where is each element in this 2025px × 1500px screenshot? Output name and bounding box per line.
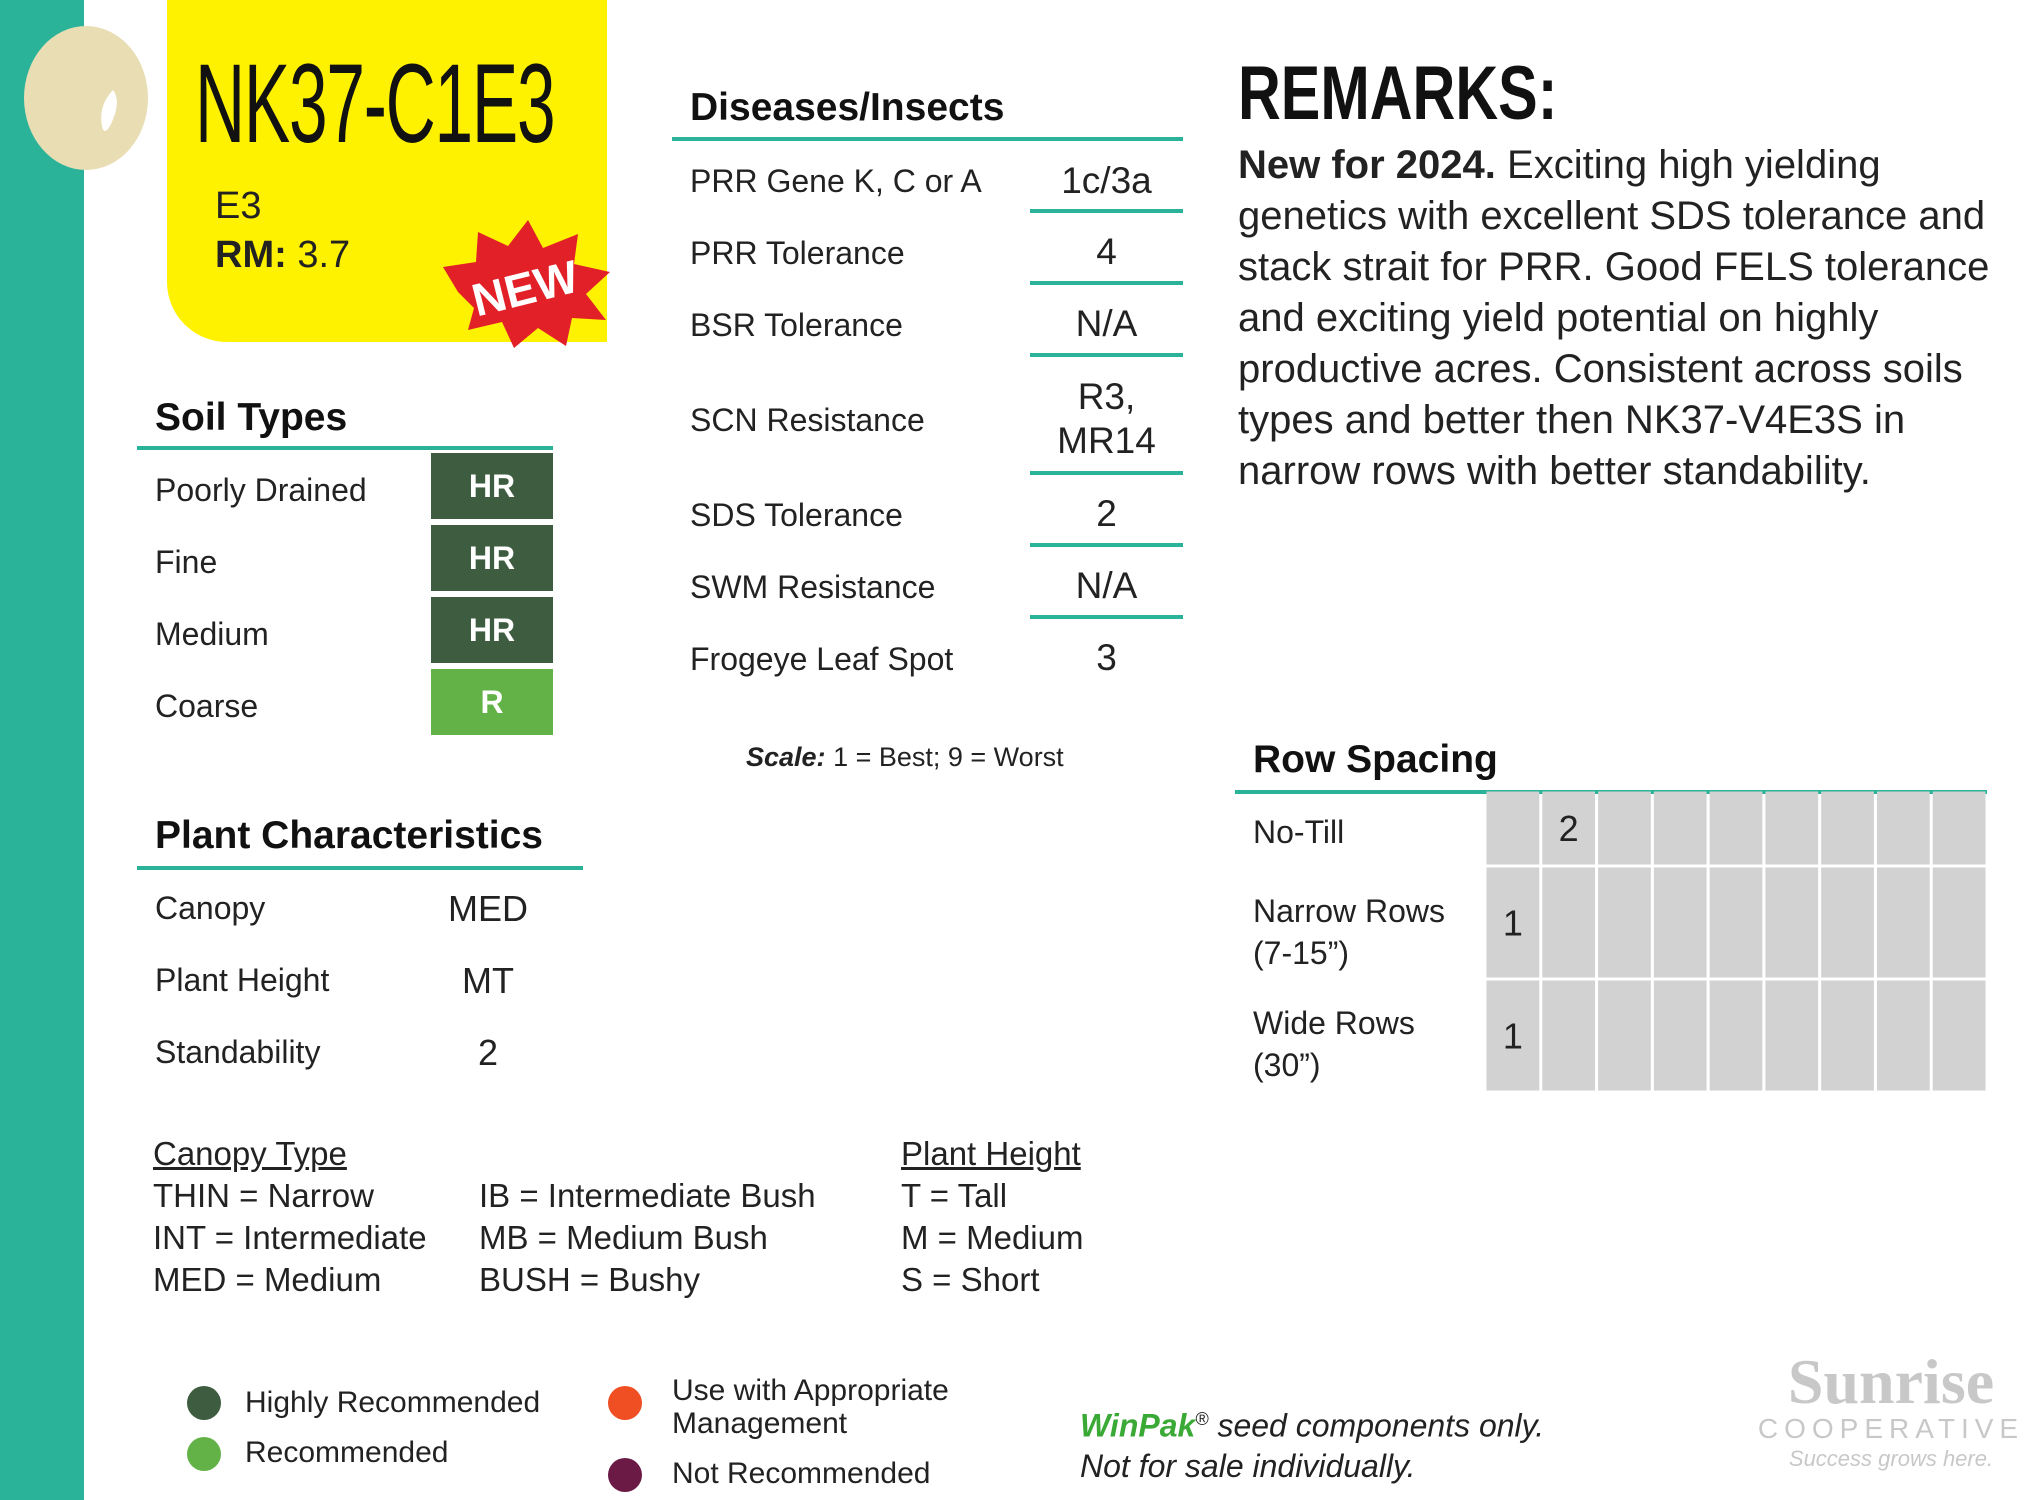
disease-divider [1030,471,1183,475]
canopy-key-item: IB = Intermediate Bush [479,1177,816,1214]
row-spacing-cell [1598,792,1651,865]
disease-divider [1030,209,1183,213]
disease-label-sds: SDS Tolerance [690,497,903,533]
canopy-type-key-col2 [479,1175,816,1301]
disease-value-bsr: N/A [1075,303,1138,344]
disease-divider [1030,615,1183,619]
remarks-text: Exciting high yielding genetics with excellent SDS tolerance and stack strait for PRR. Good FELS tolerance and exciting yield potential on highly productive acres. Consistent across soils types and better then NK37-V4E3S in narrow rows with better standability. [1238,143,1990,493]
row-spacing-label-no-till: No-Till [1253,814,1345,850]
rm-value: 3.7 [297,234,351,276]
plant-value-height: MT [462,960,514,1001]
soil-rating-fine: HR [431,525,553,591]
row-spacing-cell [1598,981,1651,1091]
soil-label-medium: Medium [155,616,269,652]
row-spacing-cell [1933,868,1986,978]
row-spacing-cell [1765,981,1818,1091]
row-spacing-value: 2 [1558,808,1579,849]
row-spacing-cell [1821,792,1874,865]
remarks-title: REMARKS: [1238,51,1558,136]
soil-label-poorly-drained: Poorly Drained [155,472,367,508]
scale-label: Scale: [746,742,826,772]
row-spacing-cell [1877,868,1930,978]
legend-label-use-line2: Management [672,1407,848,1440]
disease-label-bsr: BSR Tolerance [690,307,903,343]
left-accent-bar [0,0,84,1500]
disease-label-frogeye: Frogeye Leaf Spot [690,641,954,677]
canopy-type-title: Canopy Type [153,1135,347,1172]
disease-label-swm: SWM Resistance [690,569,936,605]
disease-divider [1030,353,1183,357]
disease-value-scn-line2: MR14 [1057,420,1156,461]
canopy-key-item: INT = Intermediate [153,1219,427,1256]
soybean-icon [18,22,154,172]
winpak-line2: Not for sale individually. [1080,1447,1416,1484]
legend-label-recommended: Recommended [245,1436,449,1469]
disease-value-prr-gene: 1c/3a [1061,160,1152,201]
logo-name: Sunrise [1787,1346,1995,1417]
plant-height-key-item: T = Tall [901,1177,1008,1214]
plant-height-key-item: S = Short [901,1261,1040,1298]
legend-label-highly-recommended: Highly Recommended [245,1386,541,1419]
remarks-lead: New for 2024. [1238,143,1496,187]
disease-label-prr-gene: PRR Gene K, C or A [690,163,982,199]
soil-rating-poorly-drained: HR [431,453,553,519]
row-spacing-cell [1877,792,1930,865]
row-spacing-cell [1821,981,1874,1091]
row-spacing-label-wide-line1: Wide Rows [1253,1005,1415,1041]
winpak-reg: ® [1195,1409,1209,1429]
row-spacing-cell [1654,981,1707,1091]
plant-label-standability: Standability [155,1034,321,1070]
scale-note [746,742,1064,773]
row-spacing-cell [1933,981,1986,1091]
diseases-title: Diseases/Insects [690,86,1005,129]
legend-label-not-recommended: Not Recommended [672,1457,931,1490]
row-spacing-cell [1821,868,1874,978]
plant-label-height: Plant Height [155,962,330,998]
row-spacing-cell [1487,792,1540,865]
new-badge [438,212,616,350]
winpak-brand: WinPak [1080,1407,1196,1444]
disease-value-sds: 2 [1096,493,1117,534]
winpak-line1: seed components only. [1208,1407,1545,1444]
plant-height-key-title: Plant Height [901,1135,1081,1172]
disease-value-prr-tolerance: 4 [1096,231,1117,272]
legend-dot-not-recommended [608,1458,642,1492]
plant-characteristics-title: Plant Characteristics [155,814,544,857]
soil-rating-coarse: R [431,669,553,735]
plant-value-standability: 2 [477,1032,499,1073]
plant-value-canopy: MED [448,888,528,929]
row-spacing-label-narrow-line2: (7-15”) [1253,935,1350,971]
canopy-type-key [153,1133,427,1301]
row-spacing-cell [1598,868,1651,978]
canopy-key-item: BUSH = Bushy [479,1261,701,1298]
plant-label-canopy: Canopy [155,890,266,926]
legend-dot-highly-recommended [187,1386,221,1420]
row-spacing-value: 1 [1502,902,1523,944]
disease-value-swm: N/A [1075,565,1138,606]
trait-label: E3 [215,185,262,227]
disease-label-prr-tolerance: PRR Tolerance [690,235,905,271]
disease-value-scn-line1: R3, [1077,376,1136,417]
soil-types-rule [137,446,553,450]
row-spacing-cell [1710,981,1763,1091]
row-spacing-label-narrow [1253,890,1445,974]
canopy-key-item: MB = Medium Bush [479,1219,768,1256]
scale-text: 1 = Best; 9 = Worst [833,742,1064,772]
rm-label: RM: [215,234,287,276]
soil-types-title: Soil Types [155,396,348,439]
new-badge-text: NEW [466,249,584,327]
row-spacing-cell [1933,792,1986,865]
disease-value-scn [1030,375,1183,463]
relative-maturity [215,234,350,277]
disease-divider [1030,543,1183,547]
row-spacing-cell [1765,868,1818,978]
row-spacing-label-narrow-line1: Narrow Rows [1253,893,1446,929]
soil-label-fine: Fine [155,544,218,580]
row-spacing-value: 1 [1502,1015,1523,1057]
canopy-key-item: THIN = Narrow [153,1177,374,1214]
legend-label-use-line1: Use with Appropriate [672,1374,949,1407]
row-spacing-cell [1654,868,1707,978]
disease-divider [1030,281,1183,285]
soil-label-coarse: Coarse [155,688,259,724]
diseases-rule [672,137,1183,141]
legend-dot-use-with-management [608,1386,642,1420]
row-spacing-cell [1877,981,1930,1091]
product-name: NK37-C1E3 [195,41,555,166]
row-spacing-title: Row Spacing [1253,738,1498,781]
row-spacing-label-wide [1253,1002,1415,1086]
row-spacing-cell [1765,792,1818,865]
plant-characteristics-rule [137,866,583,870]
row-spacing-label-wide-line2: (30”) [1253,1047,1321,1083]
row-spacing-cell [1710,868,1763,978]
logo-sub: COOPERATIVE [1757,1413,2025,1444]
remarks-body [1238,140,1998,497]
disease-label-scn: SCN Resistance [690,402,925,438]
legend-label-use-with-management [672,1374,949,1440]
canopy-key-item: MED = Medium [153,1261,382,1298]
row-spacing-cell [1654,792,1707,865]
row-spacing-cell [1542,868,1595,978]
legend-dot-recommended [187,1437,221,1471]
logo-tagline: Success grows here. [1788,1446,1994,1471]
row-spacing-cell [1710,792,1763,865]
row-spacing-grid [1485,790,1987,1092]
plant-height-key-item: M = Medium [901,1219,1084,1256]
plant-height-key [901,1133,1083,1301]
row-spacing-cell [1542,981,1595,1091]
disease-value-frogeye: 3 [1096,637,1117,678]
sunrise-logo [1757,1346,2025,1472]
winpak-note [1080,1399,1544,1486]
soil-rating-medium: HR [431,597,553,663]
